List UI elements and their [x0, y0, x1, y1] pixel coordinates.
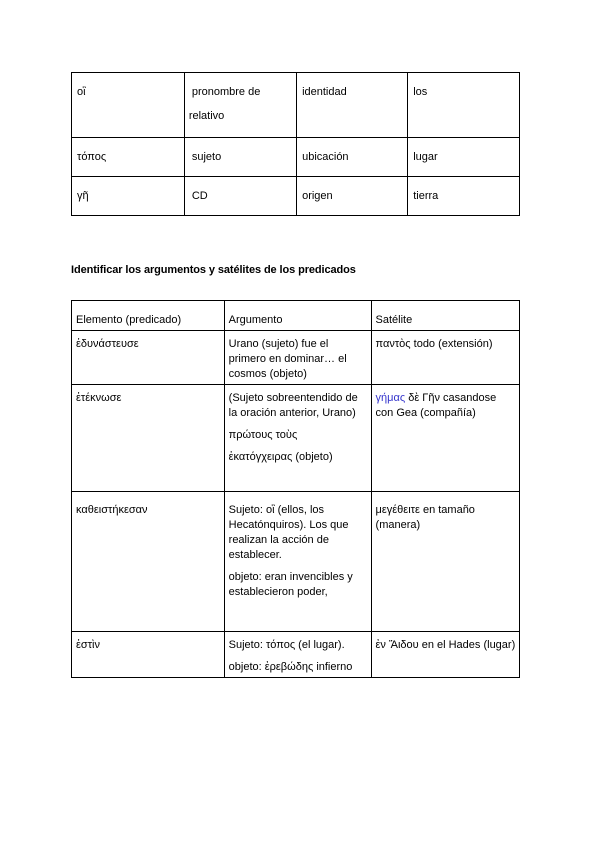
header-element: Elemento (predicado) — [72, 301, 225, 331]
cell-element: καθειστήκεσαν — [72, 492, 225, 632]
table-row — [72, 73, 520, 138]
satellite-text: παντὸς todo (extensión) — [375, 338, 493, 350]
cell-semantic: ubicación — [297, 138, 408, 177]
argument-text: (Sujeto sobreentendido de la oración anterior, Urano) — [228, 392, 358, 419]
table-row — [72, 385, 520, 492]
cell-element: ἐδυνάστευσε — [72, 331, 225, 385]
cell-argument — [224, 331, 371, 385]
cell-function: sujeto — [184, 138, 296, 177]
header-argument: Argumento — [224, 301, 371, 331]
argument-text: πρώτους τοὺς — [228, 429, 298, 441]
cell-word: τόπος — [72, 138, 185, 177]
cell-meaning: tierra — [408, 177, 520, 216]
cell-semantic: identidad — [297, 73, 408, 138]
vocabulary-table — [71, 72, 520, 216]
cell-satellite — [371, 492, 519, 632]
cell-element: ἐτέκνωσε — [72, 385, 225, 492]
cell-function-line1: pronombre de — [191, 86, 261, 98]
cell-function: CD — [184, 177, 296, 216]
cell-meaning: los — [408, 73, 520, 138]
argument-text: objeto: eran invencibles y establecieron poder, — [228, 571, 353, 598]
argument-text: Urano (sujeto) fue el primero en dominar… el cosmos (objeto) — [228, 338, 347, 380]
cell-satellite — [371, 331, 519, 385]
argument-text: objeto: ἐρεβώδης infierno — [228, 661, 353, 673]
cell-word: οἳ — [72, 73, 185, 138]
cell-satellite — [371, 632, 519, 678]
arguments-table — [71, 300, 520, 678]
table-row — [72, 632, 520, 678]
section-heading: Identificar los argumentos y satélites de los predicados — [71, 264, 356, 276]
satellite-text: δὲ Γῆν casandose con Gea (compañía) — [375, 392, 497, 419]
table-row — [72, 331, 520, 385]
cell-semantic: origen — [297, 177, 408, 216]
cell-word: γῆ — [72, 177, 185, 216]
cell-function-line2: relativo — [188, 110, 225, 122]
argument-text: Sujeto: τόπος (el lugar). — [228, 639, 345, 651]
cell-argument — [224, 492, 371, 632]
cell-argument — [224, 632, 371, 678]
satellite-greek-link[interactable]: γήμας — [375, 392, 406, 404]
cell-element: ἐστὶν — [72, 632, 225, 678]
cell-function — [184, 73, 296, 138]
table-row — [72, 492, 520, 632]
argument-text: ἑκατόγχειρας (objeto) — [228, 451, 333, 463]
cell-satellite — [371, 385, 519, 492]
table-row — [72, 177, 520, 216]
argument-text: Sujeto: οἳ (ellos, los Hecatónquiros). Los que realizan la acción de establecer. — [228, 504, 349, 561]
satellite-text: ἐν Ἅιδου en el Hades (lugar) — [375, 639, 516, 651]
cell-argument — [224, 385, 371, 492]
table-header-row — [72, 301, 520, 331]
table-row — [72, 138, 520, 177]
satellite-text: μεγέθειτε en tamaño (manera) — [375, 504, 475, 531]
header-satellite: Satélite — [371, 301, 519, 331]
cell-meaning: lugar — [408, 138, 520, 177]
